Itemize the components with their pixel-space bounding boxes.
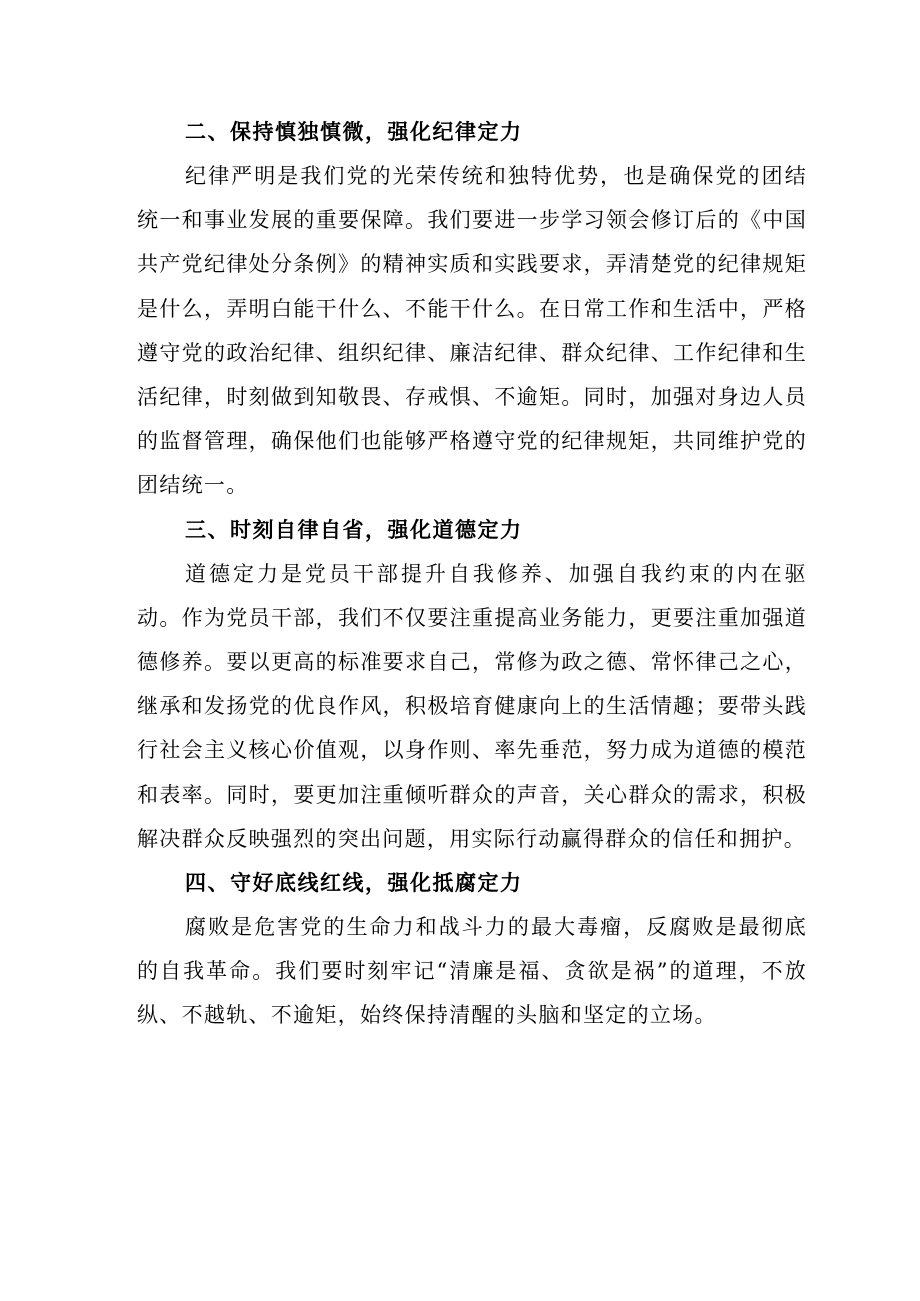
section-paragraph-discipline: 纪律严明是我们党的光荣传统和独特优势，也是确保党的团结统一和事业发展的重要保障。我们要进一步学习领会修订后的《中国共产党纪律处分条例》的精神实质和实践要求，弄清楚党的纪律规矩是什么，弄明白能干什么、不能干什么。在日常工作和生活中，严格遵守党的政治纪律、组织纪律、廉洁纪律、群众纪律、工作纪律和生活纪律，时刻做到知敬畏、存戒惧、不逾矩。同时，加强对身边人员的监督管理，确保他们也能够严格遵守党的纪律规矩，共同维护党的团结统一。 (137, 164, 807, 498)
section-heading-discipline: 二、保持慎独慎微，强化纪律定力 (185, 120, 523, 144)
section-heading-morality: 三、时刻自律自省，强化道德定力 (185, 517, 523, 542)
section-paragraph-morality: 道德定力是党员干部提升自我修养、加强自我约束的内在驱动。作为党员干部，我们不仅要注重提高业务能力，更要注重加强道德修养。要以更高的标准要求自己，常修为政之德、常怀律己之心，继承和发扬党的优良作风，积极培育健康向上的生活情趣；要带头践行社会主义核心价值观，以身作则、率先垂范，努力成为道德的模范和表率。同时，要更加注重倾听群众的声音，关心群众的需求，积极解决群众反映强烈的突出问题，用实际行动赢得群众的信任和拥护。 (137, 561, 807, 851)
document-body (137, 110, 807, 1038)
section-paragraph-anticorruption: 腐败是危害党的生命力和战斗力的最大毒瘤，反腐败是最彻底的自我革命。我们要时刻牢记“清廉是福、贪欲是祸”的道理，不放纵、不越轨、不逾矩，始终保持清醒的头脑和坚定的立场。 (137, 915, 807, 1028)
section-heading-anticorruption: 四、守好底线红线，强化抵腐定力 (185, 871, 523, 896)
